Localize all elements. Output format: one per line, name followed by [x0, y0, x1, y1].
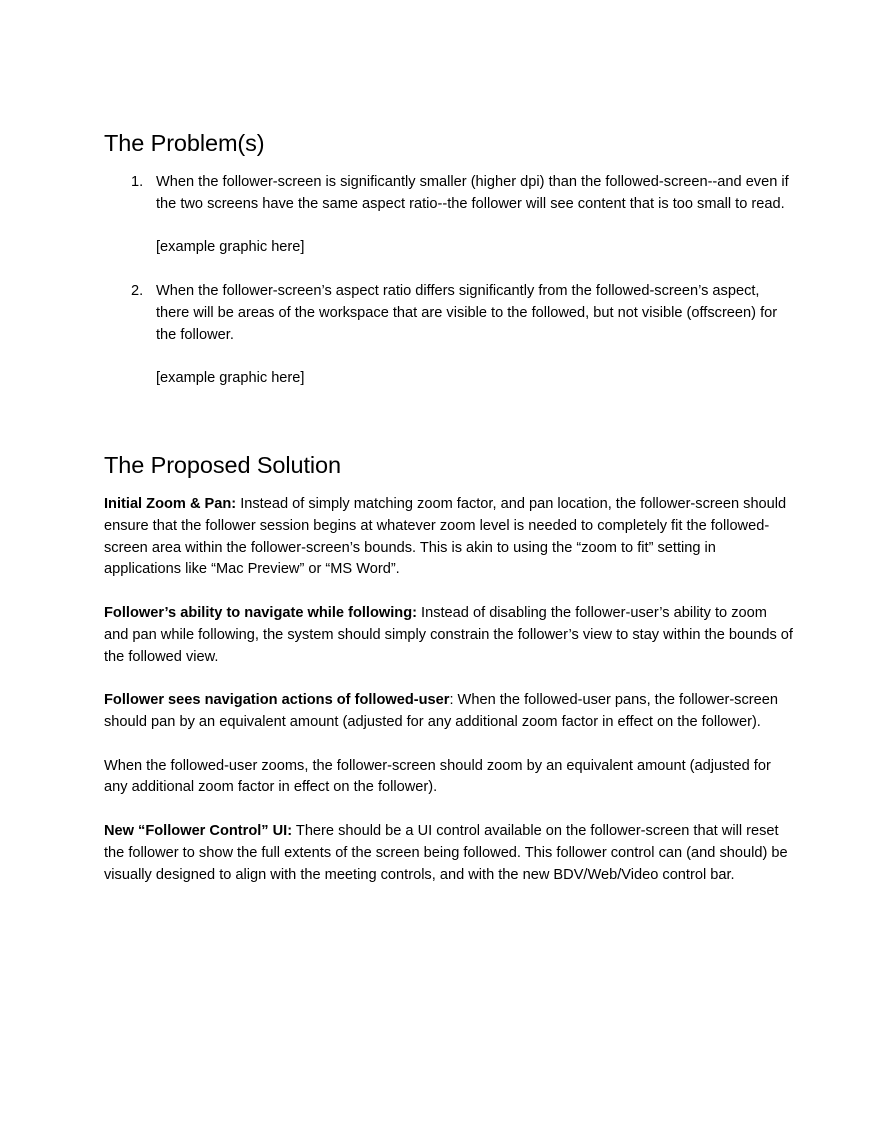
paragraph-followed-user-actions — [104, 690, 794, 734]
paragraph-label: New “Follower Control” UI: — [104, 822, 293, 839]
example-placeholder: [example graphic here] — [156, 239, 305, 256]
paragraph-followed-user-zooms — [104, 756, 794, 800]
list-item — [104, 172, 794, 259]
solution-section — [104, 494, 794, 886]
paragraph-text: Instead of simply matching zoom factor, and pan location, the follower-screen should ensure that the follower session begins at whatever zoom level is needed to completely fit the followed-screen area within the follower-screen’s bounds. This is akin to using the “zoom to fit” setting in applications like “Mac Preview” or “MS Word”. — [104, 495, 787, 578]
list-item — [104, 281, 794, 390]
paragraph-follower-navigation — [104, 603, 794, 668]
paragraph-initial-zoom-pan — [104, 494, 794, 581]
paragraph-text: When the followed-user zooms, the follower-screen should zoom by an equivalent amount (adjusted for any additional zoom factor in effect on the follower). — [104, 757, 771, 796]
list-item-text: When the follower-screen is significantly smaller (higher dpi) than the followed-screen--and even if the two screens have the same aspect ratio--the follower will see content that is too small to read. — [156, 174, 789, 212]
example-placeholder: [example graphic here] — [156, 370, 305, 387]
paragraph-text: Instead of disabling the follower-user’s ability to zoom and pan while following, the system should simply constrain the follower’s view to stay within the bounds of the followed view. — [104, 604, 793, 665]
paragraph-text: : When the followed-user pans, the follower-screen should pan by an equivalent amount (adjusted for any additional zoom factor in effect on the follower). — [104, 692, 778, 730]
paragraph-label: Follower sees navigation actions of followed-user — [104, 692, 450, 709]
list-item-number: 2. — [131, 282, 144, 299]
list-item-text: When the follower-screen’s aspect ratio differs significantly from the followed-screen’s aspect, there will be areas of the workspace that are visible to the followed, but not visible (offscreen) for the follower. — [156, 282, 778, 343]
problems-heading: The Problem(s) — [104, 130, 265, 156]
paragraph-label: Follower’s ability to navigate while following: — [104, 604, 417, 621]
paragraph-follower-control-ui — [104, 821, 794, 886]
problems-list — [104, 172, 794, 390]
paragraph-label: Initial Zoom & Pan: — [104, 495, 237, 512]
paragraph-text: There should be a UI control available on the follower-screen that will reset the follower to show the full extents of the screen being followed. This follower control can (and should) be visually designed to align with the meeting controls, and with the new BDV/Web/Video control bar. — [104, 822, 788, 883]
document-body — [104, 128, 794, 886]
solution-heading: The Proposed Solution — [104, 451, 341, 478]
list-item-number: 1. — [131, 174, 144, 190]
